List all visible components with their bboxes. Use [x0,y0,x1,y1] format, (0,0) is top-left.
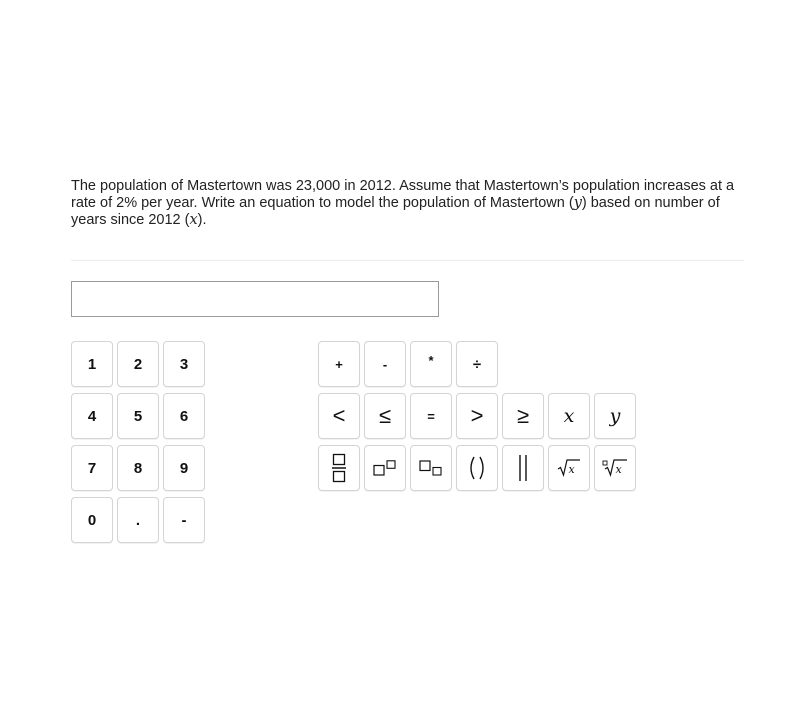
key-label: 6 [179,407,189,425]
nth-root-icon [602,459,628,477]
key-nth-root[interactable] [594,445,636,491]
key-label: < [332,403,346,428]
key-7[interactable] [71,445,113,491]
key-8[interactable] [117,445,159,491]
key-label: 4 [87,407,97,425]
key-label: 5 [133,407,143,425]
key-absolute-value[interactable] [502,445,544,491]
key-minus[interactable] [364,341,406,387]
math-variable-x: x [189,212,198,228]
key-5[interactable] [117,393,159,439]
key-exponent[interactable] [364,445,406,491]
key-label: x [563,405,575,427]
key-subscript[interactable] [410,445,452,491]
key-equals[interactable] [410,393,452,439]
key-variable-y[interactable] [594,393,636,439]
absolute-value-icon [516,454,530,482]
answer-input[interactable] [71,281,439,317]
key-variable-x[interactable] [548,393,590,439]
key-label: . [135,511,141,529]
key-4[interactable] [71,393,113,439]
key-label: 8 [133,459,143,477]
key-divide[interactable] [456,341,498,387]
key-square-root[interactable] [548,445,590,491]
key-greater-equal[interactable] [502,393,544,439]
key-label: = [427,408,435,424]
key-label: 2 [133,355,143,373]
key-1[interactable] [71,341,113,387]
key-6[interactable] [163,393,205,439]
key-less-than[interactable] [318,393,360,439]
svg-text:x: x [568,463,575,476]
key-greater-than[interactable] [456,393,498,439]
key-label: y [609,405,621,427]
key-label: ≥ [516,403,530,428]
exponent-icon [373,460,397,476]
key-label: 1 [87,355,97,373]
key-label: + [335,356,343,372]
square-root-icon [557,459,581,477]
key-label: ≤ [378,403,392,428]
key-label: - [181,511,187,529]
key-label: 0 [87,511,97,529]
key-decimal[interactable] [117,497,159,543]
math-variable-y: y [573,195,582,211]
question-segment: ). [197,212,207,228]
key-label: 3 [179,355,189,373]
svg-text:x: x [615,463,622,476]
key-label: 7 [87,459,97,477]
key-parentheses[interactable] [456,445,498,491]
key-fraction[interactable] [318,445,360,491]
key-plus[interactable] [318,341,360,387]
key-multiply[interactable] [410,341,452,387]
question-segment: The population of Mastertown was 23,000 in 2012. Assume that Mastertown’s population increases at a rate of 2% per year. Write an equation to model the population of Mastertown ( [71,178,735,211]
key-less-equal[interactable] [364,393,406,439]
parentheses-icon [467,456,487,480]
key-2[interactable] [117,341,159,387]
key-label: * [428,352,434,368]
key-negative[interactable] [163,497,205,543]
key-label: 9 [179,459,189,477]
key-label: - [382,356,388,372]
fraction-icon [332,453,346,483]
key-0[interactable] [71,497,113,543]
key-3[interactable] [163,341,205,387]
key-label: ÷ [472,355,482,373]
key-label: > [470,403,484,428]
divider [71,260,744,261]
question-segment: ) based on number of years since 2012 ( [71,195,720,228]
question-text [71,178,751,229]
key-9[interactable] [163,445,205,491]
subscript-icon [419,460,443,476]
